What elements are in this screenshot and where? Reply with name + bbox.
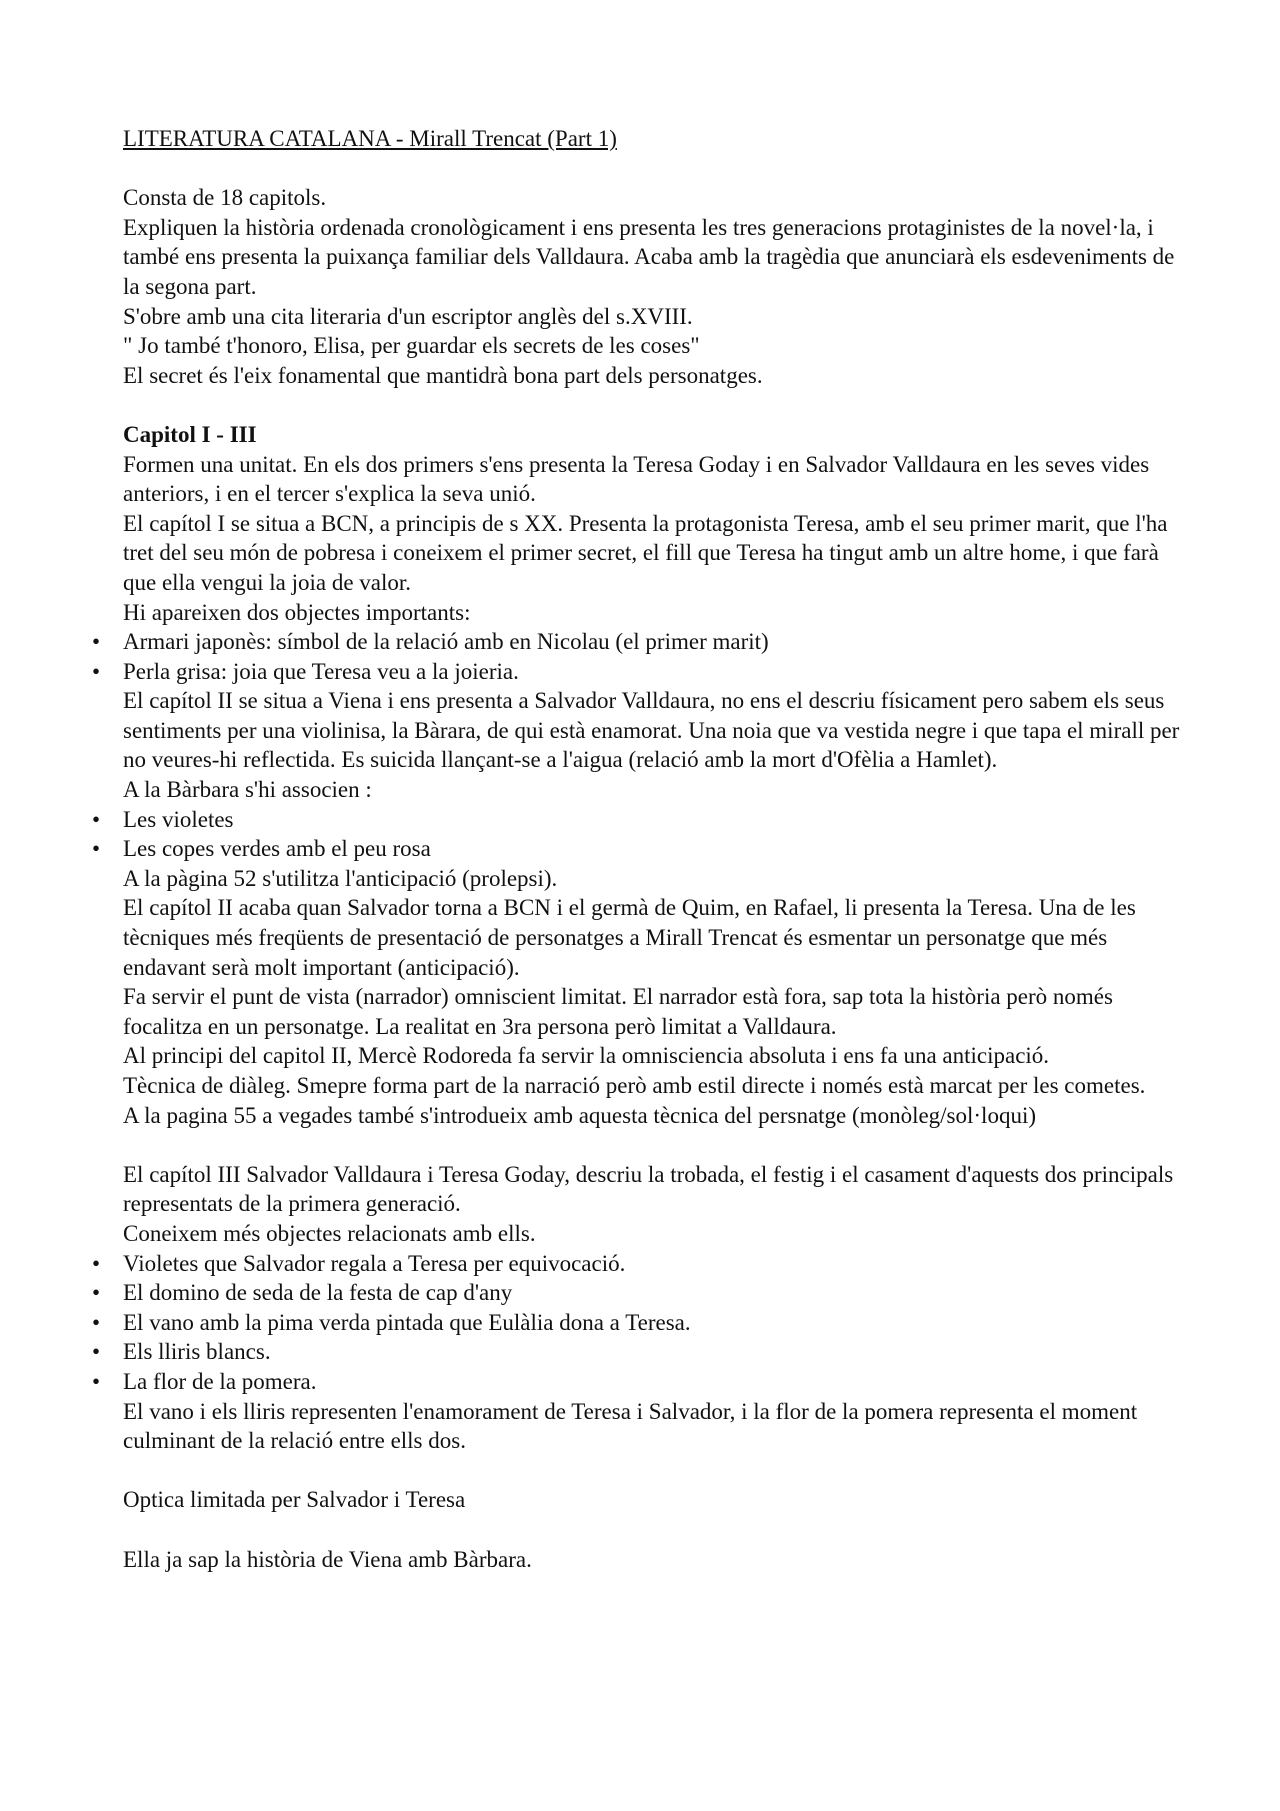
intro-paragraph: Expliquen la història ordenada cronològicament i ens presenta les tres generacions protaginistes de la novel·la, i també ens presenta la puixança familiar dels Valldaura. Acaba amb la tragèdia que anunciarà els esdeveniments de la segona part. [123, 214, 1181, 299]
body-paragraph: A la Bàrbara s'hi associen : [123, 777, 372, 803]
body-paragraph: Coneixem més objectes relacionats amb ells. [123, 1220, 536, 1246]
body-paragraph: Fa servir el punt de vista (narrador) omniscient limitat. El narrador està fora, sap tota la història però només focalitza en un personatge. La realitat en 3ra persona però limitat a Valldaura. [123, 984, 1119, 1039]
intro-paragraph: Consta de 18 capitols. [123, 185, 327, 211]
body-paragraph: Formen una unitat. En els dos primers s'ens presenta la Teresa Goday i en Salvador Valldaura en les seves vides anteriors, i en el tercer s'explica la seva unió. [123, 451, 1155, 507]
body-paragraph: A la pagina 55 a vegades també s'introdueix amb aquesta tècnica del persnatge (monòleg/sol·loqui) [123, 1102, 1036, 1128]
document-title: LITERATURA CATALANA - Mirall Trencat (Part 1) [123, 126, 617, 151]
bullet-item: • Les violetes [123, 805, 1183, 835]
body-paragraph: A la pàgina 52 s'utilitza l'anticipació (prolepsi). [123, 865, 558, 891]
bullet-list-chapter-iii [123, 1249, 1183, 1397]
bullet-item: • Els lliris blancs. [123, 1337, 1183, 1367]
body-paragraph: El capítol I se situa a BCN, a principis de s XX. Presenta la protagonista Teresa, amb el seu primer marit, que l'ha tret del seu món de pobresa i coneixem el primer secret, el fill que Teresa ha tingut amb un altre home, i que farà que ella vengui la joia de valor. [123, 510, 1174, 595]
body-paragraph: El capítol III Salvador Valldaura i Teresa Goday, descriu la trobada, el festig i el casament d'aquests dos principals representats de la primera generació. [123, 1161, 1179, 1217]
bullet-item: • El domino de seda de la festa de cap d'any [123, 1278, 1183, 1308]
bullet-item: • Perla grisa: joia que Teresa veu a la joieria. [123, 657, 1183, 687]
section-heading: Capitol I - III [123, 421, 257, 447]
closing-line: Ella ja sap la història de Viena amb Bàrbara. [123, 1546, 532, 1572]
intro-paragraph: El secret és l'eix fonamental que mantidrà bona part dels personatges. [123, 362, 763, 388]
intro-paragraph: S'obre amb una cita literaria d'un escriptor anglès del s.XVIII. [123, 303, 693, 329]
bullet-item: • La flor de la pomera. [123, 1367, 1183, 1397]
body-paragraph: El vano i els lliris representen l'enamorament de Teresa i Salvador, i la flor de la pomera representa el moment culminant de la relació entre ells dos. [123, 1398, 1143, 1454]
spacer [123, 390, 1183, 420]
body-paragraph: El capítol II se situa a Viena i ens presenta a Salvador Valldaura, no ens el descriu físicament pero sabem els seus sentiments per una violinisa, la Bàrara, de qui està enamorat. Una noia que va vestida negre i que tapa el mirall per no veures-hi reflectida. Es suicida llançant-se a l'aigua (relació amb la mort d'Ofèlia a Hamlet). [123, 688, 1186, 773]
spacer [123, 1130, 1183, 1160]
bullet-list-barbara [123, 805, 1183, 864]
body-paragraph: Tècnica de diàleg. Smepre forma part de la narració però amb estil directe i només està marcat per les cometes. [123, 1073, 1146, 1098]
spacer [123, 1515, 1183, 1545]
bullet-item: • Armari japonès: símbol de la relació amb en Nicolau (el primer marit) [123, 627, 1183, 657]
bullet-list-objects [123, 627, 1183, 686]
spacer [123, 1456, 1183, 1486]
body-paragraph: Hi apareixen dos objectes importants: [123, 599, 471, 625]
spacer [123, 154, 1183, 184]
bullet-item: • Violetes que Salvador regala a Teresa per equivocació. [123, 1249, 1183, 1279]
bullet-item: • El vano amb la pima verda pintada que Eulàlia dona a Teresa. [123, 1308, 1183, 1338]
closing-line: Optica limitada per Salvador i Teresa [123, 1487, 466, 1513]
document-page [123, 124, 1186, 1574]
intro-quote: " Jo també t'honoro, Elisa, per guardar els secrets de les coses" [123, 333, 700, 359]
body-paragraph: El capítol II acaba quan Salvador torna a BCN i el germà de Quim, en Rafael, li presenta la Teresa. Una de les tècniques més freqüents de presentació de personatges a Mirall Trencat és esmentar un personatge que més endavant serà molt important (anticipació). [123, 895, 1142, 980]
body-paragraph: Al principi del capitol II, Mercè Rodoreda fa servir la omnisciencia absoluta i ens fa una anticipació. [123, 1043, 1050, 1069]
bullet-item: • Les copes verdes amb el peu rosa [123, 834, 1183, 864]
